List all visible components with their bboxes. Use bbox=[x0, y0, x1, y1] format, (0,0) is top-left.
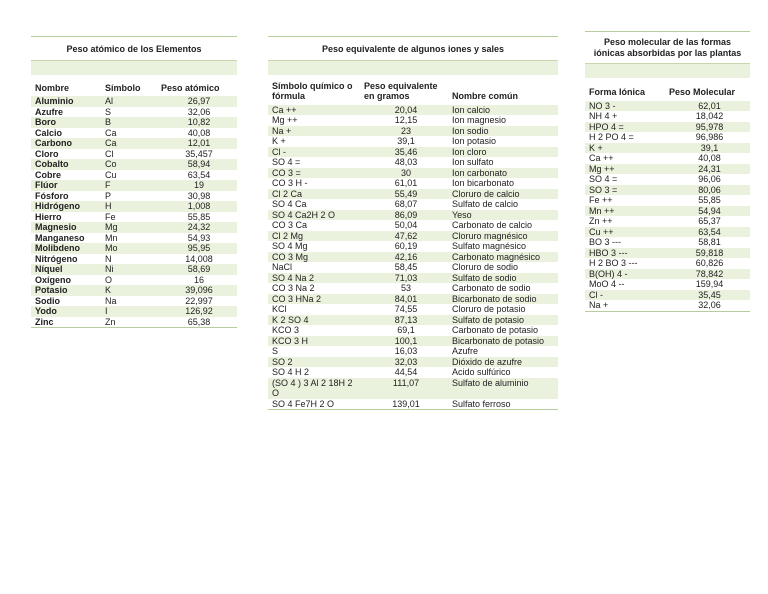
ion-salt-row-cell: 16,03 bbox=[394, 346, 418, 356]
ion-salt-row-cell: Acido sulfúrico bbox=[452, 367, 511, 377]
ionic-form-row-cell: 54,94 bbox=[665, 206, 750, 217]
ion-salt-row-cell: CO 3 Mg bbox=[268, 252, 360, 263]
header-peso-equivalente: Peso equivalente en gramos bbox=[360, 75, 448, 105]
ionic-form-row-cell: Cl - bbox=[585, 290, 665, 301]
ionic-form-row-cell: SO 3 = bbox=[585, 185, 665, 196]
ion-salt-row-cell: Cloruro de calcio bbox=[448, 189, 558, 200]
ionic-form-row bbox=[585, 269, 750, 280]
ion-salt-row bbox=[268, 273, 558, 284]
ion-salt-row-cell: (SO 4 ) 3 Al 2 18H 2 O bbox=[268, 378, 360, 399]
element-row bbox=[31, 128, 237, 139]
ion-salt-row-cell: Ion magnesio bbox=[452, 115, 507, 125]
ion-salt-row-cell: SO 4 H 2 bbox=[272, 367, 310, 377]
ionic-form-row-cell: Fe ++ bbox=[589, 195, 613, 205]
ionic-form-row-cell: H 2 PO 4 = bbox=[589, 132, 634, 142]
ionic-form-row bbox=[585, 132, 750, 143]
element-row-cell: K bbox=[101, 285, 157, 296]
ion-salt-row bbox=[268, 126, 558, 137]
ionic-form-row-cell: 65,37 bbox=[698, 216, 721, 226]
ion-salt-row-cell: Sulfato ferroso bbox=[448, 399, 558, 410]
element-row-cell: Mo bbox=[101, 243, 157, 254]
molecular-weight-table-body bbox=[585, 32, 750, 312]
element-row-cell: Co bbox=[101, 159, 157, 170]
element-row-cell: Cobalto bbox=[31, 159, 101, 170]
ion-salt-row bbox=[268, 346, 558, 357]
element-row-cell: 63,54 bbox=[187, 169, 211, 180]
ion-salt-row bbox=[268, 199, 558, 210]
atomic-weight-table bbox=[31, 36, 237, 328]
ion-salt-row-cell: 139,01 bbox=[360, 399, 448, 410]
element-row-cell: 95,95 bbox=[157, 243, 237, 254]
element-row-cell: Ca bbox=[101, 138, 157, 149]
ionic-form-row-cell: 78,842 bbox=[665, 269, 750, 280]
element-row-cell: P bbox=[105, 190, 112, 201]
element-row bbox=[31, 296, 237, 307]
element-row-cell: Ni bbox=[101, 264, 157, 275]
ion-salt-row-cell: Dióxido de azufre bbox=[448, 357, 558, 368]
ion-salt-row-cell: 32,03 bbox=[360, 357, 448, 368]
ion-salt-row-cell: 87,13 bbox=[360, 315, 448, 326]
equivalent-weight-table-body bbox=[268, 37, 558, 410]
ion-salt-row-cell: Cloruro de potasio bbox=[452, 304, 526, 314]
ion-salt-row bbox=[268, 262, 558, 273]
element-row-cell: Boro bbox=[31, 117, 101, 128]
ionic-form-row-cell: 39,1 bbox=[665, 143, 750, 154]
ion-salt-row bbox=[268, 241, 558, 252]
ionic-form-row bbox=[585, 174, 750, 185]
element-row bbox=[31, 212, 237, 223]
element-row-cell: N bbox=[105, 253, 112, 264]
ionic-form-row-cell: 62,01 bbox=[665, 101, 750, 112]
ion-salt-row-cell: 44,54 bbox=[394, 367, 418, 377]
ion-salt-row bbox=[268, 399, 558, 410]
ion-salt-row bbox=[268, 168, 558, 179]
ion-salt-row-cell: 68,07 bbox=[394, 199, 418, 209]
element-row-cell: Manganeso bbox=[35, 232, 85, 243]
ion-salt-row-cell: 12,15 bbox=[394, 115, 418, 125]
molecular-weight-title: Peso molecular de las formas iónicas absorbidas por las plantas bbox=[585, 32, 750, 64]
ion-salt-row-cell: Ca ++ bbox=[268, 105, 360, 116]
element-row bbox=[31, 170, 237, 181]
ionic-form-row-cell: Zn ++ bbox=[589, 216, 613, 226]
ionic-form-row-cell: 96,06 bbox=[698, 174, 721, 184]
ion-salt-row-cell: 50,04 bbox=[394, 220, 418, 230]
ion-salt-row-cell: 35,46 bbox=[360, 147, 448, 158]
ionic-form-row bbox=[585, 227, 750, 238]
element-row-cell: Cloro bbox=[35, 148, 59, 159]
ionic-form-row-cell: 63,54 bbox=[665, 227, 750, 238]
header-simbolo: Símbolo bbox=[101, 75, 157, 97]
ionic-form-row-cell: K + bbox=[585, 143, 665, 154]
ion-salt-row-cell: S bbox=[272, 346, 279, 356]
element-row bbox=[31, 222, 237, 233]
element-row bbox=[31, 285, 237, 296]
ion-salt-row-cell: Na + bbox=[268, 126, 360, 137]
ion-salt-row-cell: KCO 3 H bbox=[268, 336, 360, 347]
ionic-form-row-cell: HPO 4 = bbox=[585, 122, 665, 133]
ionic-form-row-cell: 18,042 bbox=[695, 111, 724, 121]
ion-salt-row-cell: Azufre bbox=[452, 346, 479, 356]
ion-salt-row-cell: K + bbox=[272, 136, 286, 146]
element-row-cell: S bbox=[105, 106, 112, 117]
ion-salt-row bbox=[268, 178, 558, 189]
ionic-form-row-cell: Mg ++ bbox=[585, 164, 665, 175]
element-row-cell: Hierro bbox=[35, 211, 62, 222]
ion-salt-row-cell: Cl 2 Mg bbox=[268, 231, 360, 242]
element-row-cell: 54,93 bbox=[187, 232, 211, 243]
ionic-form-row-cell: 58,81 bbox=[698, 237, 721, 247]
element-row-cell: Zn bbox=[101, 317, 157, 328]
ionic-form-row-cell: H 2 BO 3 --- bbox=[589, 258, 638, 268]
element-row-cell: 39,096 bbox=[157, 285, 237, 296]
ionic-form-row bbox=[585, 290, 750, 301]
ion-salt-row bbox=[268, 189, 558, 200]
ionic-form-row bbox=[585, 258, 750, 269]
element-row-cell: Al bbox=[101, 96, 157, 107]
element-row-cell: 55,85 bbox=[187, 211, 211, 222]
element-row-cell: 1,008 bbox=[157, 201, 237, 212]
ion-salt-row-cell: CO 3 H - bbox=[272, 178, 308, 188]
ionic-form-row bbox=[585, 185, 750, 196]
ionic-form-row bbox=[585, 279, 750, 290]
element-row-cell: 40,08 bbox=[187, 127, 211, 138]
element-row-cell: Nitrógeno bbox=[35, 253, 78, 264]
element-row-cell: H bbox=[101, 201, 157, 212]
ion-salt-row-cell: Mg ++ bbox=[272, 115, 298, 125]
ionic-form-row-cell: BO 3 --- bbox=[589, 237, 622, 247]
element-row-cell: 10,82 bbox=[157, 117, 237, 128]
element-row-cell: Yodo bbox=[31, 306, 101, 317]
ionic-form-row bbox=[585, 111, 750, 122]
element-row bbox=[31, 233, 237, 244]
element-row-cell: 24,32 bbox=[157, 222, 237, 233]
element-row-cell: I bbox=[101, 306, 157, 317]
ionic-form-row-cell: 59,818 bbox=[665, 248, 750, 259]
ion-salt-row-cell: Carbonato de sodio bbox=[452, 283, 531, 293]
ion-salt-row-cell: 39,1 bbox=[397, 136, 415, 146]
ion-salt-row bbox=[268, 304, 558, 315]
ion-salt-row-cell: 84,01 bbox=[360, 294, 448, 305]
ionic-form-row-cell: NO 3 - bbox=[585, 101, 665, 112]
ion-salt-row bbox=[268, 105, 558, 116]
ion-salt-row bbox=[268, 136, 558, 147]
element-row-cell: Molibdeno bbox=[31, 243, 101, 254]
ion-salt-row bbox=[268, 231, 558, 242]
element-row bbox=[31, 306, 237, 317]
ion-salt-row-cell: 100,1 bbox=[360, 336, 448, 347]
element-row bbox=[31, 201, 237, 212]
element-row-cell: Ca bbox=[105, 127, 117, 138]
ion-salt-row-cell: 30 bbox=[360, 168, 448, 179]
element-row-cell: 65,38 bbox=[157, 317, 237, 328]
element-row bbox=[31, 149, 237, 160]
element-row-cell: 14,008 bbox=[185, 253, 213, 264]
ion-salt-row-cell: Bicarbonato de sodio bbox=[448, 294, 558, 305]
ionic-form-row-cell: 80,06 bbox=[665, 185, 750, 196]
ionic-form-row-cell: 55,85 bbox=[698, 195, 721, 205]
element-row-cell: Magnesio bbox=[31, 222, 101, 233]
ion-salt-row bbox=[268, 378, 558, 399]
element-row-cell: Azufre bbox=[35, 106, 64, 117]
ion-salt-row-cell: Ion carbonato bbox=[448, 168, 558, 179]
ion-salt-row-cell: Sulfato de aluminio bbox=[448, 378, 558, 399]
element-row bbox=[31, 159, 237, 170]
ion-salt-row-cell: CO 3 Ca bbox=[272, 220, 308, 230]
element-row bbox=[31, 138, 237, 149]
ion-salt-row bbox=[268, 336, 558, 347]
element-row bbox=[31, 180, 237, 191]
ionic-form-row-cell: 32,06 bbox=[665, 300, 750, 311]
ionic-form-row bbox=[585, 206, 750, 217]
ionic-form-row bbox=[585, 164, 750, 175]
ion-salt-row-cell: KCl bbox=[272, 304, 287, 314]
ion-salt-row-cell: SO 4 = bbox=[272, 157, 301, 167]
element-row-cell: 16 bbox=[193, 274, 204, 285]
element-row-cell: B bbox=[101, 117, 157, 128]
element-row-cell: Hidrógeno bbox=[31, 201, 101, 212]
element-row bbox=[31, 243, 237, 254]
element-row-cell: O bbox=[105, 274, 113, 285]
ion-salt-row-cell: SO 2 bbox=[268, 357, 360, 368]
element-row-cell: Cobre bbox=[35, 169, 62, 180]
element-row-cell: Cl bbox=[105, 148, 114, 159]
header-simbolo-formula: Símbolo químico o fórmula bbox=[268, 75, 360, 105]
ion-salt-row-cell: Bicarbonato de potasio bbox=[448, 336, 558, 347]
ion-salt-row bbox=[268, 115, 558, 126]
element-row bbox=[31, 275, 237, 286]
ion-salt-row-cell: Sulfato magnésico bbox=[452, 241, 527, 251]
element-row-cell: 58,69 bbox=[157, 264, 237, 275]
header-nombre-comun: Nombre común bbox=[448, 75, 558, 105]
ion-salt-row-cell: NaCl bbox=[272, 262, 293, 272]
ion-salt-row-cell: Sulfato de calcio bbox=[452, 199, 519, 209]
equivalent-weight-title: Peso equivalente de algunos iones y sales bbox=[268, 37, 558, 61]
ionic-form-row-cell: 40,08 bbox=[698, 153, 721, 163]
element-row-cell: F bbox=[101, 180, 157, 191]
ion-salt-row-cell: K 2 SO 4 bbox=[268, 315, 360, 326]
element-row-cell: 12,01 bbox=[157, 138, 237, 149]
ionic-form-row-cell: MoO 4 -- bbox=[589, 279, 625, 289]
ion-salt-row-cell: 71,03 bbox=[360, 273, 448, 284]
ionic-form-row-cell: 60,826 bbox=[695, 258, 724, 268]
element-row-cell: Mg bbox=[101, 222, 157, 233]
element-row-cell: 26,97 bbox=[157, 96, 237, 107]
ion-salt-row bbox=[268, 210, 558, 221]
ion-salt-row bbox=[268, 157, 558, 168]
ion-salt-row-cell: Yeso bbox=[448, 210, 558, 221]
ionic-form-row bbox=[585, 122, 750, 133]
ion-salt-row bbox=[268, 315, 558, 326]
ionic-form-row-cell: 95,978 bbox=[665, 122, 750, 133]
ionic-form-row-cell: Ca ++ bbox=[589, 153, 614, 163]
ion-salt-row-cell: SO 4 Fe7H 2 O bbox=[268, 399, 360, 410]
ion-salt-row bbox=[268, 367, 558, 378]
atomic-weight-table-body bbox=[31, 37, 237, 328]
ion-salt-row-cell: CO 3 HNa 2 bbox=[268, 294, 360, 305]
ionic-form-row bbox=[585, 153, 750, 164]
ionic-form-row-cell: B(OH) 4 - bbox=[585, 269, 665, 280]
element-row-cell: Na bbox=[105, 295, 117, 306]
atomic-weight-title: Peso atómico de los Elementos bbox=[31, 37, 237, 61]
ionic-form-row bbox=[585, 101, 750, 112]
ion-salt-row-cell: Cl - bbox=[268, 147, 360, 158]
equivalent-weight-table bbox=[268, 36, 558, 410]
element-row-cell: 35,457 bbox=[185, 148, 213, 159]
element-row-cell: 126,92 bbox=[157, 306, 237, 317]
ion-salt-row-cell: Carbonato de calcio bbox=[452, 220, 533, 230]
element-row bbox=[31, 254, 237, 265]
element-row-cell: 22,997 bbox=[185, 295, 213, 306]
ion-salt-row-cell: Ion potasio bbox=[452, 136, 497, 146]
ion-salt-row-cell: CO 3 Na 2 bbox=[272, 283, 315, 293]
ion-salt-row-cell: Ion calcio bbox=[448, 105, 558, 116]
ion-salt-row-cell: 23 bbox=[360, 126, 448, 137]
ion-salt-row-cell: Sulfato de sodio bbox=[448, 273, 558, 284]
ionic-form-row-cell: 35,45 bbox=[665, 290, 750, 301]
element-row-cell: Potasio bbox=[31, 285, 101, 296]
ion-salt-row-cell: Cloruro de sodio bbox=[452, 262, 519, 272]
element-row-cell: Cu bbox=[105, 169, 117, 180]
ion-salt-row-cell: Cloruro magnésico bbox=[448, 231, 558, 242]
ionic-form-row-cell: Na + bbox=[585, 300, 665, 311]
ion-salt-row bbox=[268, 294, 558, 305]
element-row-cell: 30,98 bbox=[187, 190, 211, 201]
ion-salt-row-cell: 20,04 bbox=[360, 105, 448, 116]
ion-salt-row bbox=[268, 357, 558, 368]
element-row-cell: Calcio bbox=[35, 127, 63, 138]
element-row-cell: 32,06 bbox=[187, 106, 211, 117]
ion-salt-row bbox=[268, 283, 558, 294]
ion-salt-row bbox=[268, 147, 558, 158]
header-peso-molecular: Peso Molecular bbox=[665, 78, 750, 101]
ion-salt-row-cell: Ion cloro bbox=[448, 147, 558, 158]
element-row-cell: Fósforo bbox=[35, 190, 69, 201]
ionic-form-row bbox=[585, 216, 750, 227]
ion-salt-row-cell: 69,1 bbox=[397, 325, 415, 335]
molecular-weight-table bbox=[585, 31, 750, 312]
element-row bbox=[31, 117, 237, 128]
ion-salt-row-cell: KCO 3 bbox=[272, 325, 300, 335]
element-row bbox=[31, 317, 237, 328]
ion-salt-row-cell: 48,03 bbox=[394, 157, 418, 167]
ion-salt-row-cell: 42,16 bbox=[360, 252, 448, 263]
ion-salt-row bbox=[268, 252, 558, 263]
ion-salt-row-cell: SO 4 Ca2H 2 O bbox=[268, 210, 360, 221]
ionic-form-row bbox=[585, 237, 750, 248]
ion-salt-row-cell: 58,45 bbox=[394, 262, 418, 272]
element-row-cell: Oxígeno bbox=[35, 274, 72, 285]
ion-salt-row-cell: Ion bicarbonato bbox=[452, 178, 515, 188]
element-row bbox=[31, 96, 237, 107]
ion-salt-row bbox=[268, 220, 558, 231]
ionic-form-row bbox=[585, 195, 750, 206]
ion-salt-row-cell: 111,07 bbox=[360, 378, 448, 399]
element-row-cell: Sodio bbox=[35, 295, 60, 306]
ionic-form-row-cell: Mn ++ bbox=[585, 206, 665, 217]
element-row-cell: Carbono bbox=[31, 138, 101, 149]
ion-salt-row-cell: Carbonato magnésico bbox=[448, 252, 558, 263]
ionic-form-row-cell: 96,986 bbox=[695, 132, 724, 142]
element-row-cell: 58,94 bbox=[157, 159, 237, 170]
ion-salt-row-cell: 47,62 bbox=[360, 231, 448, 242]
ion-salt-row-cell: Ion sulfato bbox=[452, 157, 494, 167]
element-row-cell: Fe bbox=[105, 211, 116, 222]
element-row-cell: Mn bbox=[105, 232, 118, 243]
ionic-form-row bbox=[585, 300, 750, 311]
ion-salt-row-cell: SO 4 Mg bbox=[272, 241, 308, 251]
ionic-form-row-cell: 159,94 bbox=[695, 279, 724, 289]
header-forma-ionica: Forma Iónica bbox=[585, 78, 665, 101]
ion-salt-row-cell: 55,49 bbox=[360, 189, 448, 200]
ionic-form-row bbox=[585, 248, 750, 259]
element-row bbox=[31, 264, 237, 275]
ion-salt-row-cell: 60,19 bbox=[394, 241, 418, 251]
ion-salt-row-cell: 53 bbox=[400, 283, 411, 293]
header-peso-atomico: Peso atómico bbox=[157, 75, 237, 97]
ion-salt-row-cell: CO 3 = bbox=[268, 168, 360, 179]
ionic-form-row-cell: 24,31 bbox=[665, 164, 750, 175]
ion-salt-row-cell: Ion sodio bbox=[448, 126, 558, 137]
ionic-form-row-cell: SO 4 = bbox=[589, 174, 618, 184]
header-nombre: Nombre bbox=[31, 75, 101, 97]
element-row-cell: Flúor bbox=[31, 180, 101, 191]
ion-salt-row-cell: Cl 2 Ca bbox=[268, 189, 360, 200]
ion-salt-row bbox=[268, 325, 558, 336]
ionic-form-row-cell: NH 4 + bbox=[589, 111, 618, 121]
element-row bbox=[31, 191, 237, 202]
element-row-cell: Níquel bbox=[31, 264, 101, 275]
element-row-cell: 19 bbox=[157, 180, 237, 191]
ion-salt-row-cell: SO 4 Na 2 bbox=[268, 273, 360, 284]
ionic-form-row-cell: Cu ++ bbox=[585, 227, 665, 238]
ion-salt-row-cell: SO 4 Ca bbox=[272, 199, 307, 209]
ion-salt-row-cell: Carbonato de potasio bbox=[452, 325, 539, 335]
element-row bbox=[31, 107, 237, 118]
ion-salt-row-cell: 61,01 bbox=[394, 178, 418, 188]
ion-salt-row-cell: 74,55 bbox=[394, 304, 418, 314]
element-row-cell: Aluminio bbox=[31, 96, 101, 107]
ion-salt-row-cell: Sulfato de potasio bbox=[448, 315, 558, 326]
ionic-form-row-cell: HBO 3 --- bbox=[585, 248, 665, 259]
ion-salt-row-cell: 86,09 bbox=[360, 210, 448, 221]
element-row-cell: Zinc bbox=[31, 317, 101, 328]
ionic-form-row bbox=[585, 143, 750, 154]
